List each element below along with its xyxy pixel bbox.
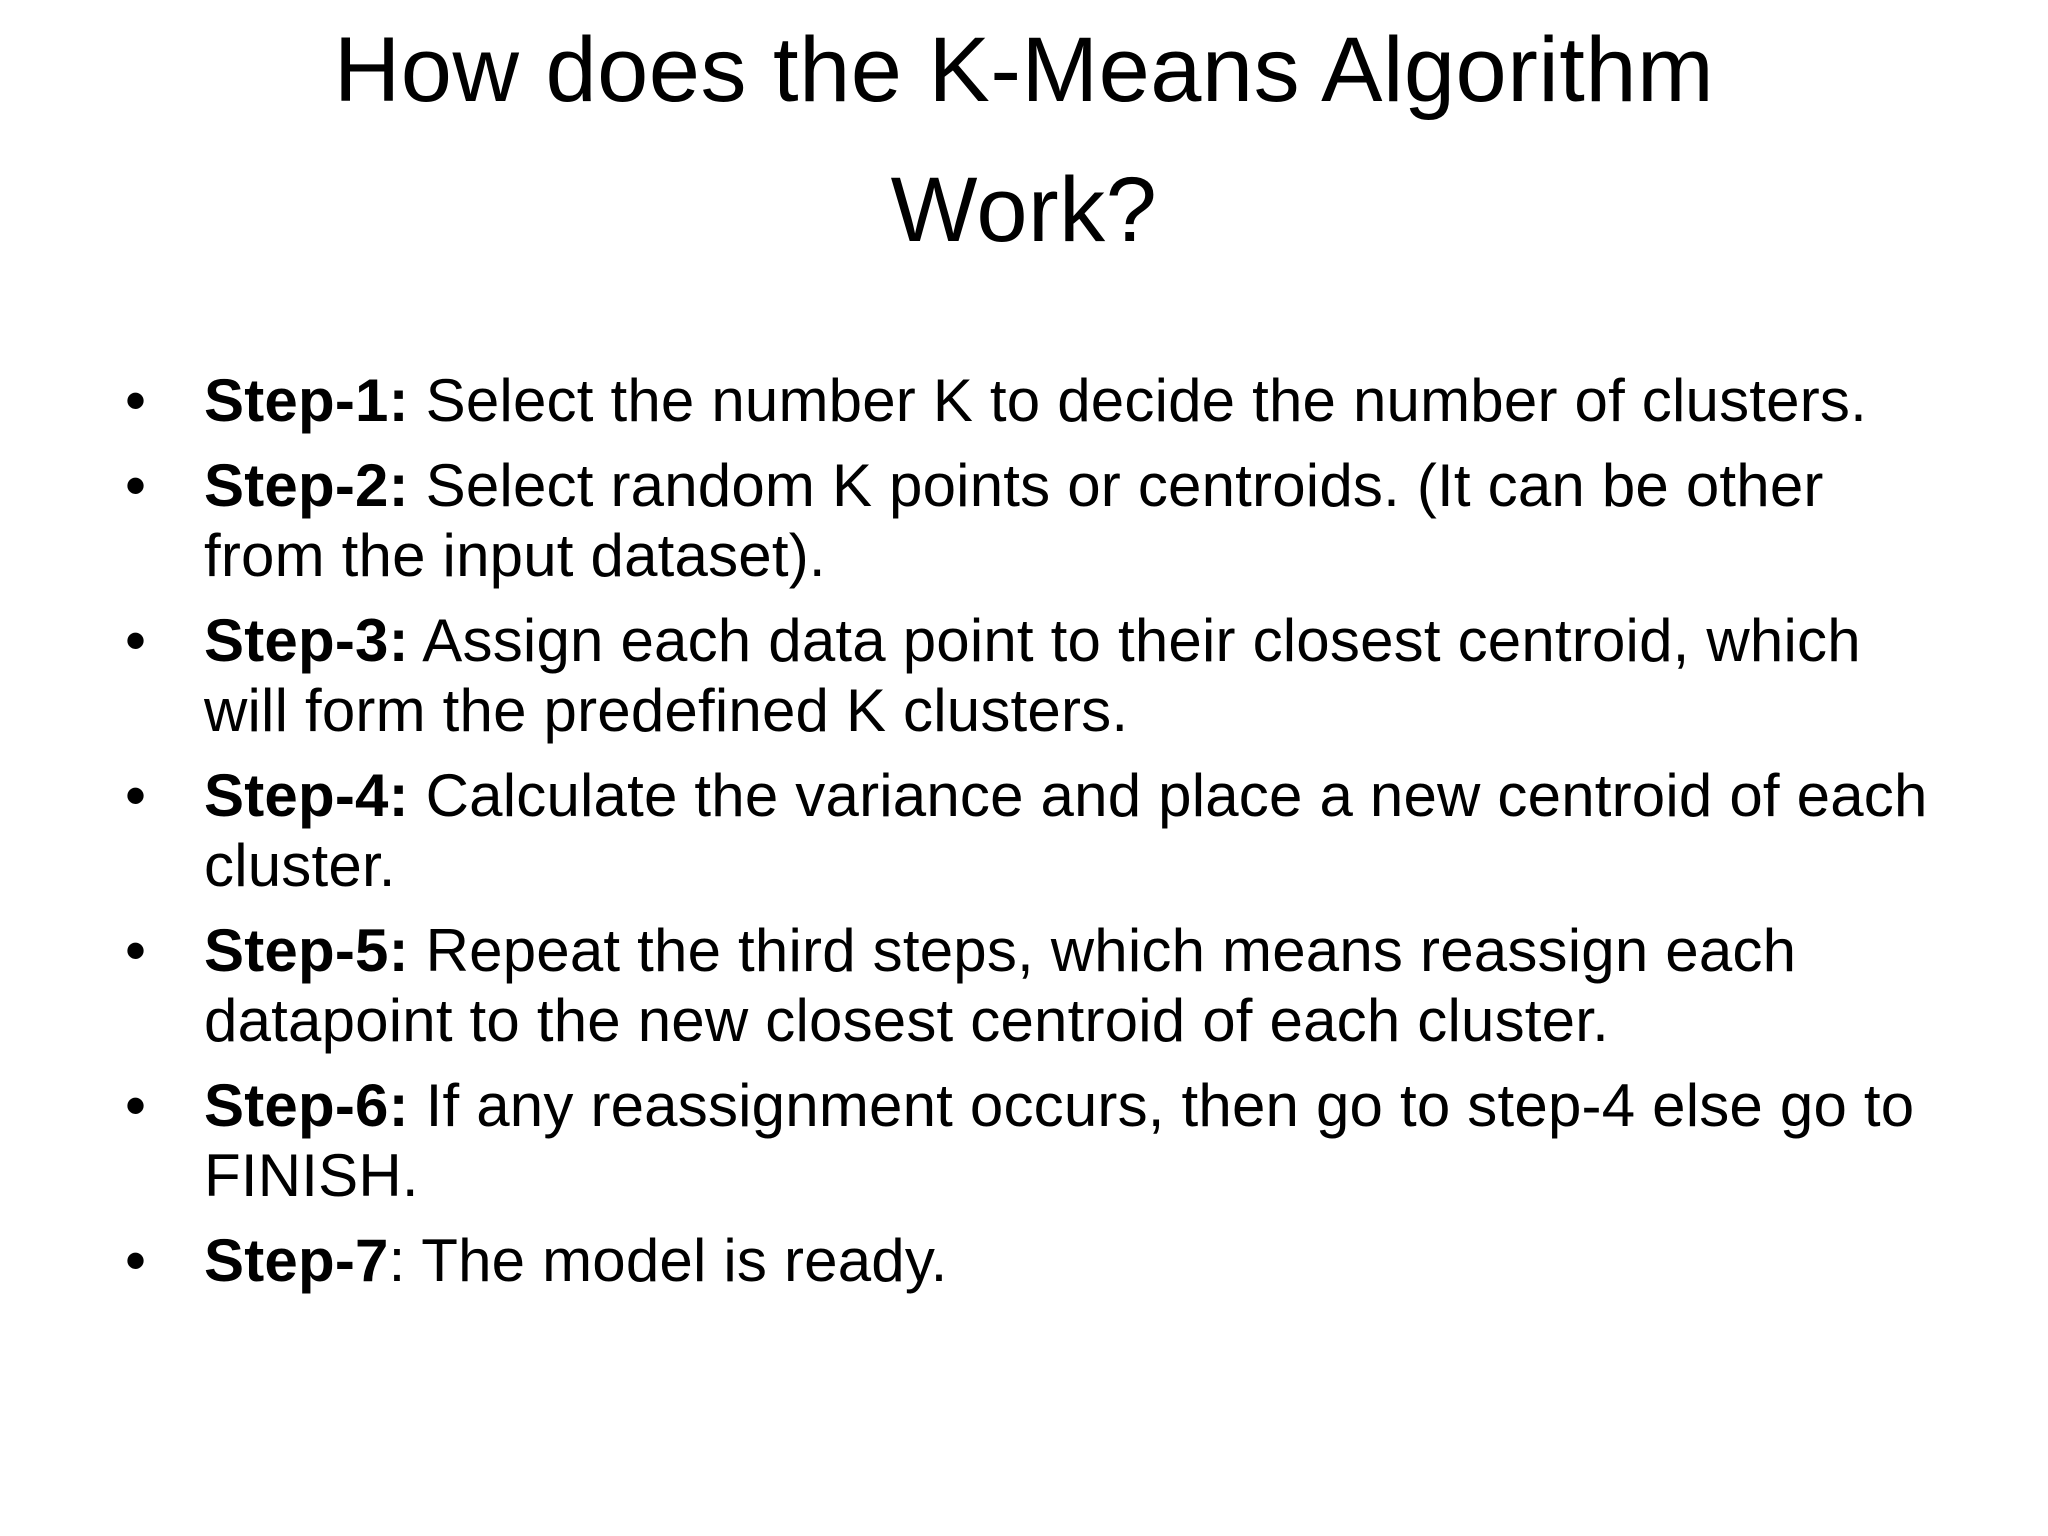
step-item-3 (125, 606, 1955, 746)
step-item-5 (125, 916, 1955, 1056)
step-label: Step-3: (204, 607, 409, 674)
bullet-icon: • (125, 452, 147, 519)
steps-list (125, 366, 1955, 1311)
step-label: Step-7 (204, 1227, 389, 1294)
step-text: The model is ready. (405, 1227, 948, 1294)
step-item-1 (125, 366, 1955, 436)
title-line-1: How does the K-Means Algorithm (333, 19, 1715, 121)
step-item-4 (125, 761, 1955, 901)
step-text: Repeat the third steps, which means reassign each datapoint to the new closest centroid of each cluster. (204, 917, 1797, 1054)
bullet-icon: • (125, 607, 147, 674)
title-line-2: Work? (890, 159, 1158, 261)
step-label: Step-5: (204, 917, 409, 984)
step-text: Select random K points or centroids. (It can be other from the input dataset). (204, 452, 1824, 589)
step-label: Step-4: (204, 762, 409, 829)
bullet-icon: • (125, 367, 147, 434)
slide-title (100, 0, 1948, 280)
bullet-icon: • (125, 762, 147, 829)
bullet-icon: • (125, 1227, 147, 1294)
step-label: Step-2: (204, 452, 409, 519)
step-label: Step-6: (204, 1072, 409, 1139)
step-item-2 (125, 451, 1955, 591)
step-text: Calculate the variance and place a new centroid of each cluster. (204, 762, 1928, 899)
step-separator: : (388, 1227, 406, 1294)
step-item-6 (125, 1071, 1955, 1211)
step-text: If any reassignment occurs, then go to step-4 else go to FINISH. (204, 1072, 1915, 1209)
step-item-7 (125, 1226, 1955, 1296)
bullet-icon: • (125, 1072, 147, 1139)
step-text: Assign each data point to their closest centroid, which will form the predefined K clusters. (204, 607, 1861, 744)
bullet-icon: • (125, 917, 147, 984)
step-label: Step-1: (204, 367, 409, 434)
step-text: Select the number K to decide the number of clusters. (408, 367, 1867, 434)
